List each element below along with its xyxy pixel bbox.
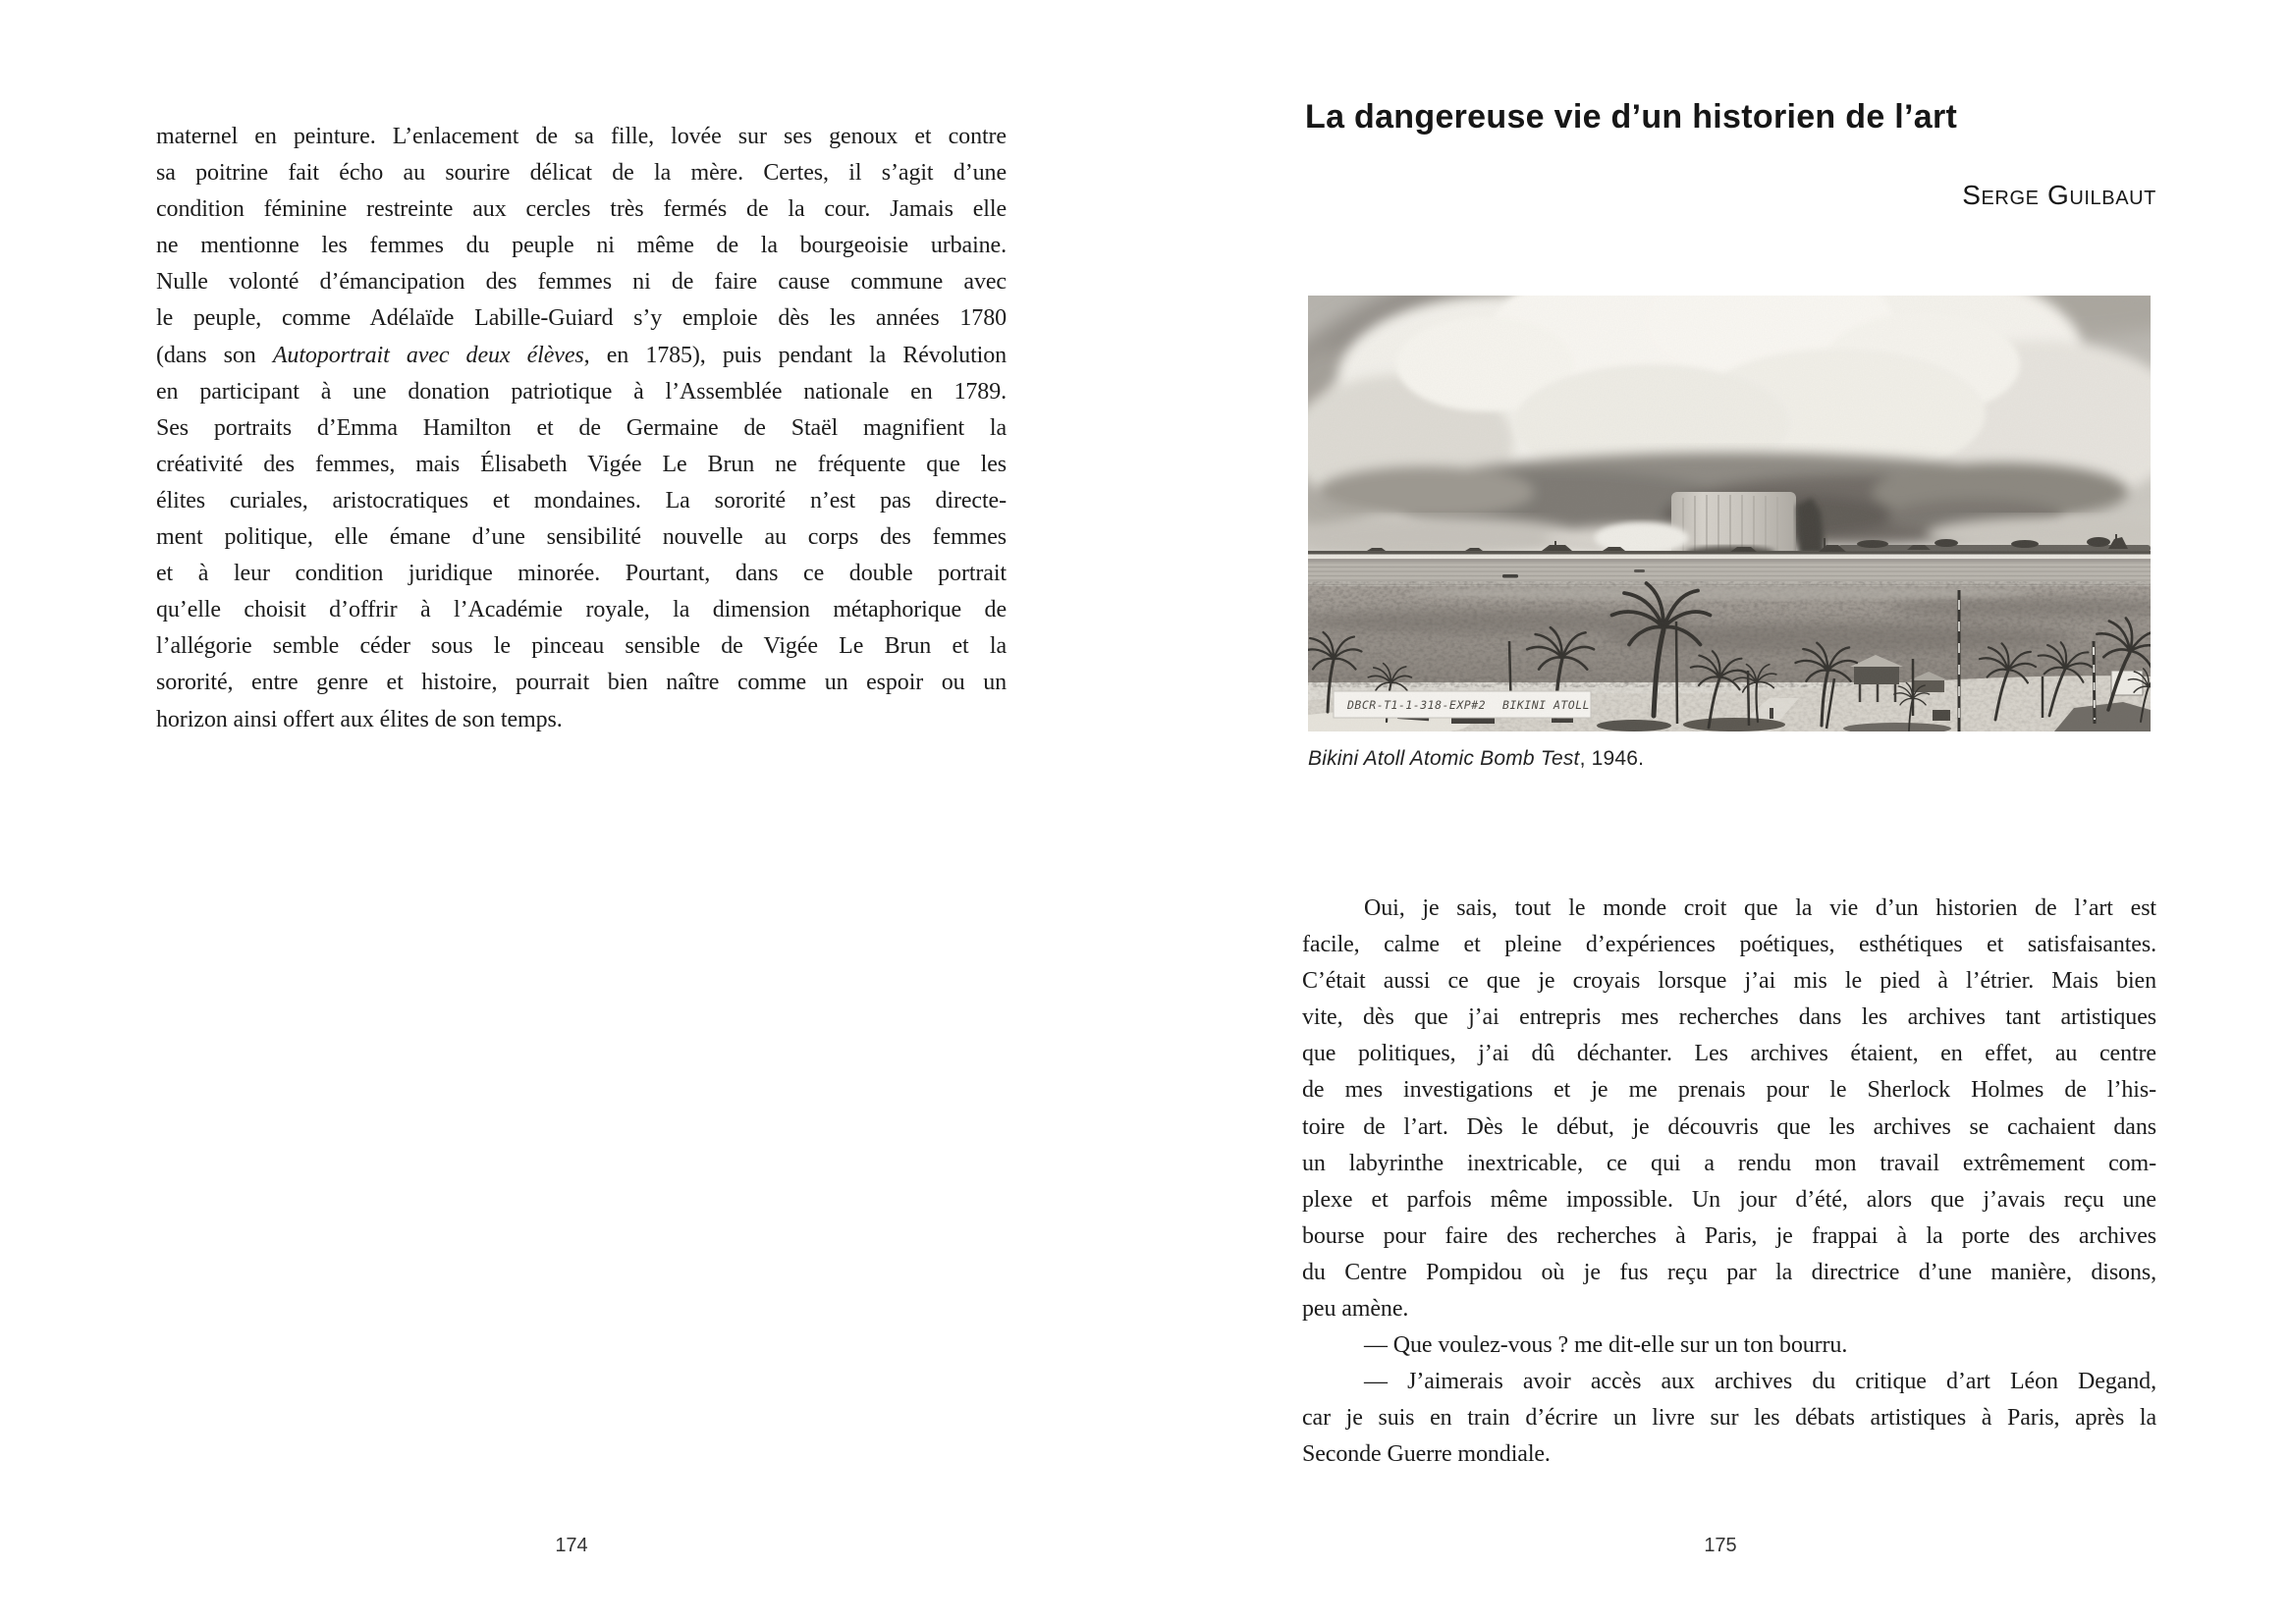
text-line: Oui, je sais, tout le monde croit que la vie d’un historien de l’art est: [1364, 895, 2156, 921]
text-line: peu amène.: [1302, 1296, 1409, 1323]
photo-label-location: BIKINI ATOLL: [1502, 698, 1591, 712]
photo-caption: [1308, 747, 1644, 771]
text-line: Ses portraits d’Emma Hamilton et de Germaine de Staël magnifient la: [156, 414, 1007, 441]
text-line: sororité, entre genre et histoire, pourrait bien naître comme un espoir ou un: [156, 670, 1007, 696]
text-line: horizon ainsi offert aux élites de son temps.: [156, 706, 563, 732]
text-line: — J’aimerais avoir accès aux archives du critique d’art Léon Degand,: [1364, 1369, 2156, 1395]
text-line: plexe et parfois même impossible. Un jour d’été, alors que j’avais reçu une: [1302, 1186, 2156, 1213]
text-line: C’était aussi ce que je croyais lorsque j’ai mis le pied à l’étrier. Mais bien: [1302, 968, 2156, 995]
right-page-paragraphs: [1302, 891, 2156, 1474]
text-line: Nulle volonté d’émancipation des femmes ni de faire cause commune avec: [156, 269, 1007, 296]
text-line: sa poitrine fait écho au sourire délicat de la mère. Certes, il s’agit d’une: [156, 160, 1007, 187]
bikini-atoll-photo: [1308, 296, 2151, 731]
text-line: ment politique, elle émane d’une sensibilité nouvelle au corps des femmes: [156, 524, 1007, 551]
photo-caption-year: , 1946.: [1579, 747, 1645, 770]
photo-label-code: DBCR-T1-1-318-EXP#2: [1347, 698, 1487, 712]
text-line: qu’elle choisit d’offrir à l’Académie royale, la dimension métaphorique de: [156, 597, 1007, 623]
text-line: vite, dès que j’ai entrepris mes recherches dans les archives tant artistiques: [1302, 1004, 2156, 1031]
text-line: du Centre Pompidou où je fus reçu par la directrice d’une manière, disons,: [1302, 1259, 2156, 1285]
text-line: toire de l’art. Dès le début, je découvris que les archives se cachaient dans: [1302, 1113, 2156, 1140]
text-line: en participant à une donation patriotique à l’Assemblée nationale en 1789.: [156, 378, 1007, 405]
text-line: maternel en peinture. L’enlacement de sa fille, lovée sur ses genoux et contre: [156, 124, 1007, 149]
bikini-photo-svg: [1308, 296, 2151, 731]
text-line: l’allégorie semble céder sous le pinceau sensible de Vigée Le Brun et la: [156, 633, 1007, 660]
text-line: facile, calme et pleine d’expériences poétiques, esthétiques et satisfaisantes.: [1302, 932, 2156, 958]
chapter-author: Serge Guilbaut: [1962, 180, 2156, 210]
text-line: élites curiales, aristocratiques et mondaines. La sororité n’est pas directe-: [156, 487, 1007, 514]
text-line: Seconde Guerre mondiale.: [1302, 1441, 1551, 1468]
text-line: que politiques, j’ai dû déchanter. Les archives étaient, en effet, au centre: [1302, 1041, 2156, 1067]
film-grain: [1308, 296, 2151, 731]
text-line: — Que voulez-vous ? me dit-elle sur un ton bourru.: [1364, 1332, 1848, 1359]
text-line: créativité des femmes, mais Élisabeth Vigée Le Brun ne fréquente que les: [156, 451, 1007, 477]
text-line: et à leur condition juridique minorée. Pourtant, dans ce double portrait: [156, 561, 1007, 587]
page-number-left: 174: [555, 1535, 588, 1556]
text-line: car je suis en train d’écrire un livre sur les débats artistiques à Paris, après la: [1302, 1405, 2156, 1432]
text-line: (dans son Autoportrait avec deux élèves, en 1785), puis pendant la Révolution: [156, 342, 1007, 368]
text-line: bourse pour faire des recherches à Paris, je frappai à la porte des archives: [1302, 1222, 2156, 1249]
text-line: de mes investigations et je me prenais pour le Sherlock Holmes de l’his-: [1302, 1077, 2156, 1104]
left-page-paragraph: [156, 119, 1007, 738]
text-line: ne mentionne les femmes du peuple ni même de la bourgeoisie urbaine.: [156, 233, 1007, 259]
photo-caption-title: Bikini Atoll Atomic Bomb Test: [1308, 747, 1580, 770]
text-line: condition féminine restreinte aux cercles très fermés de la cour. Jamais elle: [156, 196, 1007, 223]
page-number-right: 175: [1704, 1535, 1737, 1556]
text-line: un labyrinthe inextricable, ce qui a rendu mon travail extrêmement com-: [1302, 1150, 2156, 1176]
text-line: le peuple, comme Adélaïde Labille-Guiard s’y emploie dès les années 1780: [156, 305, 1007, 332]
chapter-title: La dangereuse vie d’un historien de l’art: [1305, 98, 1958, 135]
